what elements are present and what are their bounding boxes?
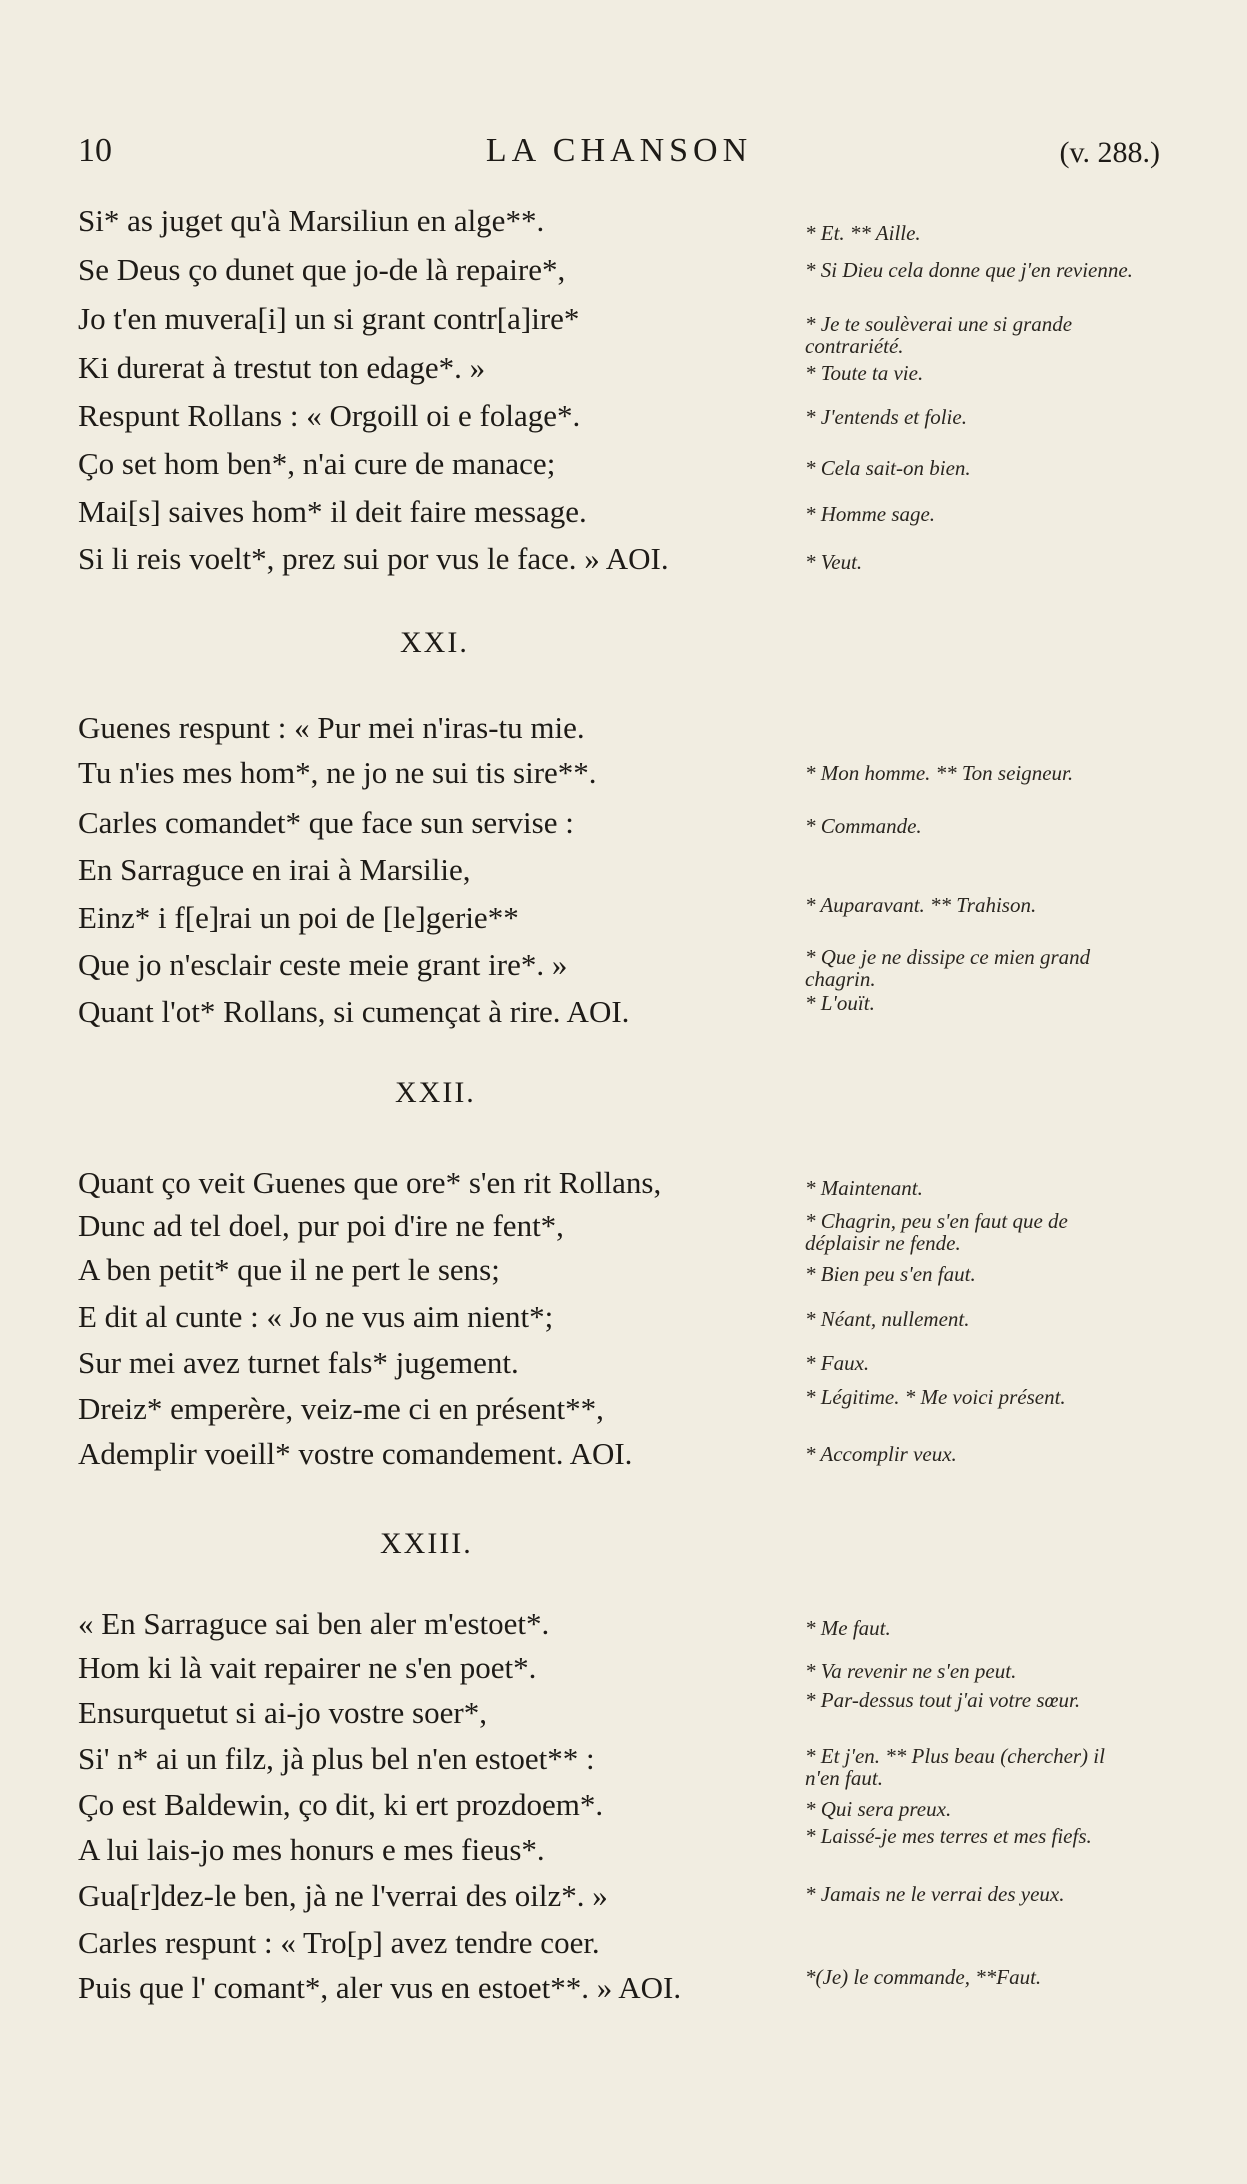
gloss-note: * Et j'en. ** Plus beau (chercher) il n'en faut. — [805, 1744, 1105, 1791]
gloss-note: * Cela sait-on bien. — [805, 456, 971, 480]
gloss-note: * Légitime. * Me voici présent. — [805, 1385, 1066, 1409]
verse-line: Dunc ad tel doel, pur poi d'ire ne fent*, — [78, 1208, 564, 1243]
gloss-note: * Toute ta vie. — [805, 361, 924, 385]
gloss-note: * Va revenir ne s'en peut. — [805, 1659, 1017, 1683]
gloss-note: * Veut. — [805, 550, 863, 574]
verse-line: Si li reis voelt*, prez sui por vus le face. » AOI. — [78, 541, 669, 576]
gloss-note: * Jamais ne le verrai des yeux. — [805, 1882, 1065, 1906]
verse-line: Sur mei avez turnet fals* jugement. — [78, 1345, 519, 1380]
gloss-note: * Mon homme. ** Ton seigneur. — [805, 761, 1074, 785]
gloss-note: * Me faut. — [805, 1616, 891, 1640]
gloss-note: *(Je) le commande, **Faut. — [805, 1965, 1042, 1989]
gloss-note: * Accomplir veux. — [805, 1442, 957, 1466]
gloss-note: * Faux. — [805, 1351, 870, 1375]
gloss-note: * Commande. — [805, 814, 922, 838]
gloss-note: * Par-dessus tout j'ai votre sœur. — [805, 1688, 1081, 1712]
verse-line: Tu n'ies mes hom*, ne jo ne sui tis sire**. — [78, 755, 597, 790]
gloss-note: * L'ouït. — [805, 991, 875, 1015]
verse-line: Carles comandet* que face sun servise : — [78, 805, 574, 840]
verse-line: Hom ki là vait repairer ne s'en poet*. — [78, 1650, 537, 1685]
verse-line: Ço set hom ben*, n'ai cure de manace; — [78, 446, 556, 481]
verse-line: Dreiz* emperère, veiz-me ci en présent**, — [78, 1391, 604, 1426]
verse-line: Carles respunt : « Tro[p] avez tendre coer. — [78, 1925, 600, 1960]
verse-line: Que jo n'esclair ceste meie grant ire*. » — [78, 947, 568, 982]
gloss-note: * Bien peu s'en faut. — [805, 1262, 976, 1286]
gloss-note: * Chagrin, peu s'en faut que de déplaisir ne fende. — [805, 1209, 1068, 1256]
verse-line: Gua[r]dez-le ben, jà ne l'verrai des oilz*. » — [78, 1878, 608, 1913]
verse-line: Respunt Rollans : « Orgoill oi e folage*. — [78, 398, 581, 433]
verse-line: Ensurquetut si ai-jo vostre soer*, — [78, 1695, 487, 1730]
gloss-note: * Je te soulèverai une si grande contrariété. — [805, 312, 1073, 359]
gloss-note: * Que je ne dissipe ce mien grand chagrin. — [805, 945, 1091, 992]
running-title: LA CHANSON — [485, 132, 753, 169]
verse-line: A lui lais-jo mes honurs e mes fieus*. — [78, 1832, 545, 1867]
section-heading: XXI. — [400, 626, 469, 659]
gloss-note: * Et. ** Aille. — [805, 221, 921, 245]
verse-line: Ademplir voeill* vostre comandement. AOI. — [78, 1436, 633, 1471]
verse-line: Mai[s] saives hom* il deit faire message. — [78, 494, 587, 529]
gloss-note: * Qui sera preux. — [805, 1797, 952, 1821]
verse-line: Einz* i f[e]rai un poi de [le]gerie** — [78, 900, 519, 935]
verse-reference: (v. 288.) — [1059, 136, 1160, 169]
verse-line: Guenes respunt : « Pur mei n'iras-tu mie. — [78, 710, 585, 745]
verse-line: Jo t'en muvera[i] un si grant contr[a]ire* — [78, 301, 580, 336]
section-heading: XXIII. — [380, 1527, 473, 1560]
page-number: 10 — [78, 132, 112, 169]
verse-line: Si* as juget qu'à Marsiliun en alge**. — [78, 203, 545, 238]
gloss-note: * J'entends et folie. — [805, 405, 967, 429]
verse-line: A ben petit* que il ne pert le sens; — [78, 1252, 500, 1287]
verse-line: E dit al cunte : « Jo ne vus aim nient*; — [78, 1299, 554, 1334]
gloss-note: * Néant, nullement. — [805, 1307, 970, 1331]
verse-line: Ki durerat à trestut ton edage*. » — [78, 350, 486, 385]
running-header — [78, 132, 1160, 178]
verse-line: Ço est Baldewin, ço dit, ki ert prozdoem*. — [78, 1787, 604, 1822]
verse-line: Quant ço veit Guenes que ore* s'en rit Rollans, — [78, 1165, 662, 1200]
gloss-note: * Laissé-je mes terres et mes fiefs. — [805, 1824, 1092, 1848]
gloss-note: * Auparavant. ** Trahison. — [805, 893, 1037, 917]
gloss-note: * Homme sage. — [805, 502, 936, 526]
verse-line: Se Deus ço dunet que jo-de là repaire*, — [78, 252, 566, 287]
verse-line: Si' n* ai un filz, jà plus bel n'en estoet** : — [78, 1741, 595, 1776]
section-heading: XXII. — [395, 1076, 476, 1109]
gloss-note: * Maintenant. — [805, 1176, 923, 1200]
verse-line: En Sarraguce en irai à Marsilie, — [78, 852, 471, 887]
verse-line: Quant l'ot* Rollans, si cumençat à rire. AOI. — [78, 994, 630, 1029]
verse-line: « En Sarraguce sai ben aler m'estoet*. — [78, 1606, 550, 1641]
gloss-note: * Si Dieu cela donne que j'en revienne. — [805, 258, 1133, 282]
verse-line: Puis que l' comant*, aler vus en estoet**. » AOI. — [78, 1970, 682, 2005]
